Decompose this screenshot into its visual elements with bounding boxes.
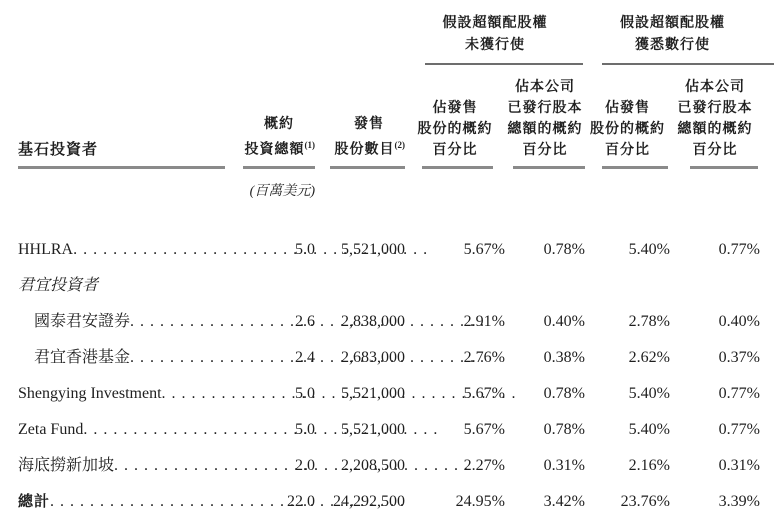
- pct-offer-post: 2.16%: [628, 457, 670, 474]
- investment-amount: 2.6: [295, 313, 315, 330]
- column-header-investment: 概約 投資總額$^{(1)}$: [230, 65, 315, 169]
- pct-capital-pre: 0.40%: [543, 313, 585, 330]
- investment-amount: 5.0: [295, 241, 315, 258]
- total-shares: 24,292,500: [333, 493, 405, 510]
- investment-amount: 5.0: [295, 385, 315, 402]
- group2-line2: 獲悉數行使: [635, 38, 710, 53]
- pct-offer-post: 5.40%: [628, 385, 670, 402]
- investor-name: Zeta Fund: [18, 421, 84, 438]
- investor-name: 國泰君安證券: [34, 313, 131, 330]
- shares-count: 2,208,500: [341, 457, 405, 474]
- pct-capital-post: 0.77%: [718, 421, 760, 438]
- table-row-junyi-hk-fund: [18, 335, 760, 371]
- pct-capital-pre: 0.78%: [543, 241, 585, 258]
- shares-count: 5,521,000: [341, 421, 405, 438]
- table-row-total: [18, 479, 760, 515]
- pct-capital-post: 0.31%: [718, 457, 760, 474]
- investment-amount: 5.0: [295, 421, 315, 438]
- total-investment: 22.0: [287, 493, 315, 510]
- footnote-1-marker: (1): [304, 140, 315, 151]
- group-header-row: [18, 12, 760, 65]
- table-body: [18, 212, 760, 515]
- table-row-guotai-junan: [18, 299, 760, 335]
- column-header-investor: [18, 65, 230, 169]
- investment-unit-label: (百萬美元): [249, 184, 315, 199]
- investor-header-label: 基石投資者: [18, 142, 99, 158]
- pct-capital-post: 0.40%: [718, 313, 760, 330]
- total-pct-offer-pre: 24.95%: [455, 493, 505, 510]
- pct-offer-pre: 2.76%: [463, 349, 505, 366]
- total-pct-capital-pre: 3.42%: [543, 493, 585, 510]
- footnote-2-marker: (2): [394, 140, 405, 151]
- table-header: [18, 12, 760, 212]
- prospectus-page: [0, 12, 780, 510]
- shares-count: 2,838,000: [341, 313, 405, 330]
- group2-line1: 假設超額配股權: [620, 16, 725, 31]
- shares-count: 2,683,000: [341, 349, 405, 366]
- shares-count: 5,521,000: [341, 241, 405, 258]
- column-header-pct-capital-post: 佔本公司 已發行股本 總額的概約 百分比: [670, 65, 760, 169]
- investor-name: Shengying Investment: [18, 385, 162, 402]
- pct-offer-post: 5.40%: [628, 241, 670, 258]
- pct-capital-post: 0.77%: [718, 385, 760, 402]
- shares-count: 5,521,000: [341, 385, 405, 402]
- table-row-junyi-investors: [18, 263, 760, 299]
- pct-offer-pre: 5.67%: [463, 421, 505, 438]
- table-row-haidilao-singapore: [18, 443, 760, 479]
- dot-leader: [114, 457, 469, 475]
- investment-amount: 2.4: [295, 349, 315, 366]
- column-header-pct-capital-pre: 佔本公司 已發行股本 總額的概約 百分比: [505, 65, 585, 169]
- pct-capital-pre: 0.78%: [543, 385, 585, 402]
- investor-group-name: 君宜投資者: [18, 277, 99, 294]
- pct-offer-post: 5.40%: [628, 421, 670, 438]
- group-header-spacer: [18, 12, 405, 65]
- pct-capital-post: 0.77%: [718, 241, 760, 258]
- investor-name: 君宜香港基金: [34, 349, 131, 366]
- column-header-row: [18, 65, 760, 169]
- table-row-shengying: [18, 371, 760, 407]
- column-header-pct-offer-pre: 佔發售 股份的概約 百分比: [405, 65, 505, 169]
- pct-offer-pre: 2.27%: [463, 457, 505, 474]
- pct-offer-post: 2.62%: [628, 349, 670, 366]
- group1-line1: 假設超額配股權: [442, 16, 548, 31]
- group1-line2: 未獲行使: [465, 38, 525, 53]
- pct-capital-pre: 0.78%: [543, 421, 585, 438]
- unit-row: [18, 169, 760, 212]
- table-row-hhlra: [18, 212, 760, 263]
- column-header-shares: 發售 股份數目$^{(2)}$: [315, 65, 405, 169]
- total-pct-capital-post: 3.39%: [718, 493, 760, 510]
- investor-name: HHLRA: [18, 241, 74, 258]
- group-header-overallotment-exercised: [585, 12, 760, 65]
- group-header-overallotment-not-exercised: [405, 12, 585, 65]
- cornerstone-investors-table: [18, 12, 760, 515]
- investment-amount: 2.0: [295, 457, 315, 474]
- column-header-pct-offer-post: 佔發售 股份的概約 百分比: [585, 65, 670, 169]
- pct-capital-pre: 0.31%: [543, 457, 585, 474]
- pct-offer-post: 2.78%: [628, 313, 670, 330]
- total-pct-offer-post: 23.76%: [620, 493, 670, 510]
- pct-offer-pre: 5.67%: [463, 385, 505, 402]
- pct-capital-pre: 0.38%: [543, 349, 585, 366]
- table-row-zeta-fund: [18, 407, 760, 443]
- pct-capital-post: 0.37%: [718, 349, 760, 366]
- pct-offer-pre: 2.91%: [463, 313, 505, 330]
- total-label: 總計: [18, 493, 51, 510]
- pct-offer-pre: 5.67%: [463, 241, 505, 258]
- investor-name: 海底撈新加坡: [18, 457, 115, 474]
